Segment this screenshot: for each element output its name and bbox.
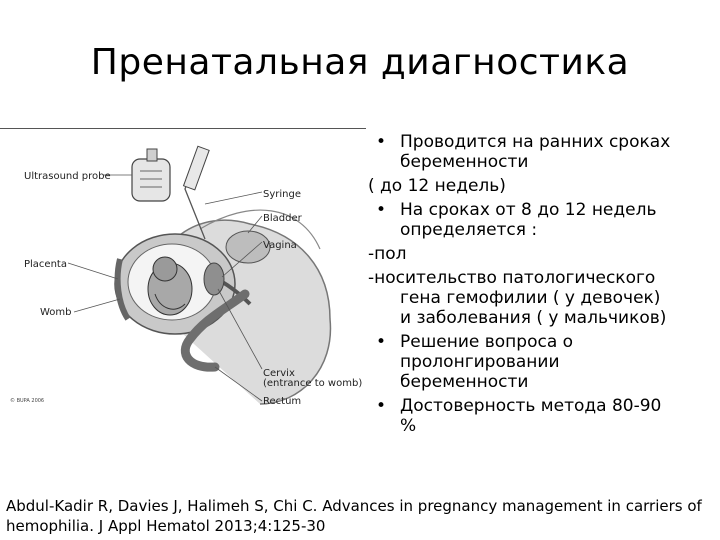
label-vagina: Vagina xyxy=(263,240,297,251)
bullet-text-line: пролонгировании xyxy=(400,352,560,372)
bullet-accuracy xyxy=(368,396,714,436)
bullet-text-line: Достоверность метода 80-90 xyxy=(400,396,662,416)
label-cervix-name: Cervix xyxy=(263,368,295,379)
bullet-text-line: Проводится на ранних сроках xyxy=(400,132,671,152)
content-text xyxy=(368,128,714,436)
text-carrier-line: гена гемофилии ( у девочек) xyxy=(400,288,661,308)
bullet-text-line: беременности xyxy=(400,152,529,172)
label-placenta: Placenta xyxy=(24,259,67,270)
label-cervix xyxy=(263,369,362,389)
bullet-prolongation xyxy=(368,332,714,392)
bullet-dot: • xyxy=(376,200,387,220)
label-womb: Womb xyxy=(40,307,72,318)
citation-line: hemophilia. J Appl Hematol 2013;4:125-30 xyxy=(6,517,326,535)
text-carrier xyxy=(368,268,714,328)
label-ultrasound-probe: Ultrasound probe xyxy=(24,171,111,182)
bullet-text-line: беременности xyxy=(400,372,529,392)
citation-line: Abdul-Kadir R, Davies J, Halimeh S, Chi C. Advances in pregnancy management in carriers of xyxy=(6,497,702,515)
text-carrier-line: -носительство патологического xyxy=(368,268,656,288)
bullet-text-line: определяется : xyxy=(400,220,538,240)
label-syringe: Syringe xyxy=(263,189,301,200)
bullet-text-line: Решение вопроса о xyxy=(400,332,574,352)
bullet-dot: • xyxy=(376,332,387,352)
bullet-dot: • xyxy=(376,396,387,416)
anatomy-figure xyxy=(0,128,366,411)
citation xyxy=(6,496,714,536)
bullet-text-line: На сроках от 8 до 12 недель xyxy=(400,200,657,220)
slide-title: Пренатальная диагностика xyxy=(90,42,630,83)
bullet-early-term xyxy=(368,132,714,172)
label-rectum: Rectum xyxy=(263,396,302,407)
bullet-dot: • xyxy=(376,132,387,152)
text-carrier-line: и заболевания ( у мальчиков) xyxy=(400,308,667,328)
figure-copyright: © BUPA 2006 xyxy=(10,398,45,404)
text-sex: -пол xyxy=(368,244,407,264)
bullet-text-line: % xyxy=(400,416,417,436)
label-cervix-note: (entrance to womb) xyxy=(263,378,363,389)
label-bladder: Bladder xyxy=(263,213,302,224)
text-up-to-12-weeks: ( до 12 недель) xyxy=(368,176,506,196)
bullet-8-12-weeks xyxy=(368,200,714,240)
